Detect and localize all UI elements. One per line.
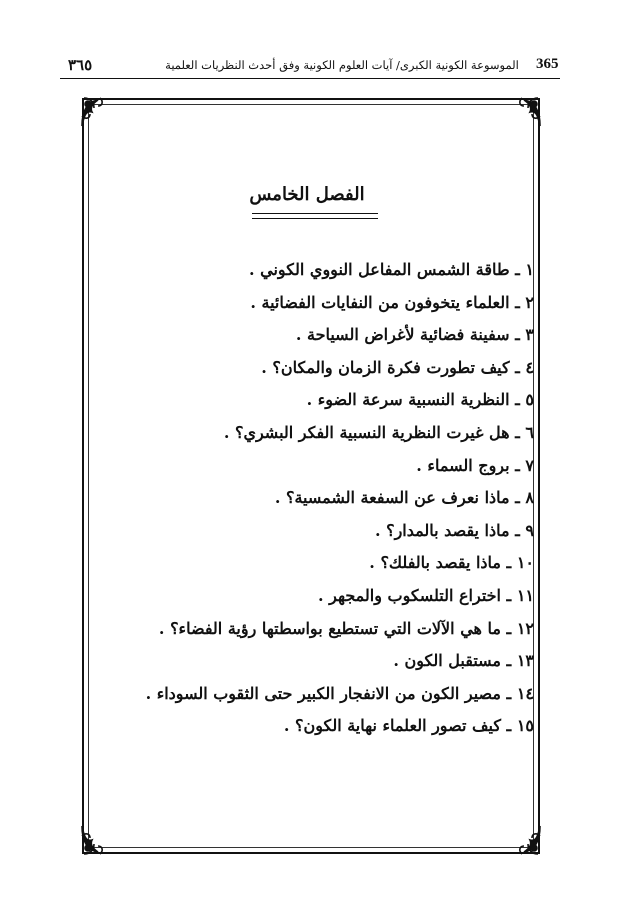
toc-item: ١٤ ـ مصير الكون من الانفجار الكبير حتى الثقوب السوداء .: [145, 683, 534, 703]
page-number-arabic: ٣٦٥: [68, 56, 93, 74]
chapter-title: الفصل الخامس: [249, 184, 365, 205]
title-underline: [252, 213, 378, 214]
toc-item: ١٢ ـ ما هي الآلات التي تستطيع بواسطتها رؤية الفضاء؟ .: [158, 618, 534, 638]
toc-item: ٥ ـ النظرية النسبية سرعة الضوء .: [306, 390, 534, 410]
toc-item: ٢ ـ العلماء يتخوفون من النفايات الفضائية .: [250, 292, 534, 312]
corner-ornament-icon: [508, 94, 544, 130]
toc-item: ٨ ـ ماذا نعرف عن السفعة الشمسية؟ .: [274, 488, 534, 508]
toc-list: [110, 254, 534, 743]
toc-item: ١ ـ طاقة الشمس المفاعل النووي الكوني .: [249, 260, 534, 279]
toc-item: ٧ ـ بروج السماء .: [416, 455, 534, 475]
toc-item: ٣ ـ سفينة فضائية لأغراض السياحة .: [295, 325, 534, 345]
header-rule: [60, 78, 560, 79]
toc-item: ١٣ ـ مستقبل الكون .: [393, 651, 534, 671]
title-underline-thin: [252, 218, 378, 219]
toc-item: ٤ ـ كيف تطورت فكرة الزمان والمكان؟ .: [261, 357, 534, 377]
page-header: [60, 56, 560, 80]
corner-ornament-icon: [78, 94, 114, 130]
toc-item: ١٠ ـ ماذا يقصد بالفلك؟ .: [369, 553, 534, 573]
toc-item: ١٥ ـ كيف تصور العلماء نهاية الكون؟ .: [283, 716, 534, 736]
running-title: الموسوعة الكونية الكبرى/ آيات العلوم الكونية وفق أحدث النظريات العلمية: [165, 58, 519, 72]
toc-item: ٩ ـ ماذا يقصد بالمدار؟ .: [374, 520, 534, 540]
page-number-latin: 365: [536, 56, 559, 72]
corner-ornament-icon: [508, 822, 544, 858]
corner-ornament-icon: [78, 822, 114, 858]
toc-item: ١١ ـ اختراع التلسكوب والمجهر .: [318, 585, 534, 605]
toc-item: ٦ ـ هل غيرت النظرية النسبية الفكر البشري؟ .: [223, 422, 534, 442]
